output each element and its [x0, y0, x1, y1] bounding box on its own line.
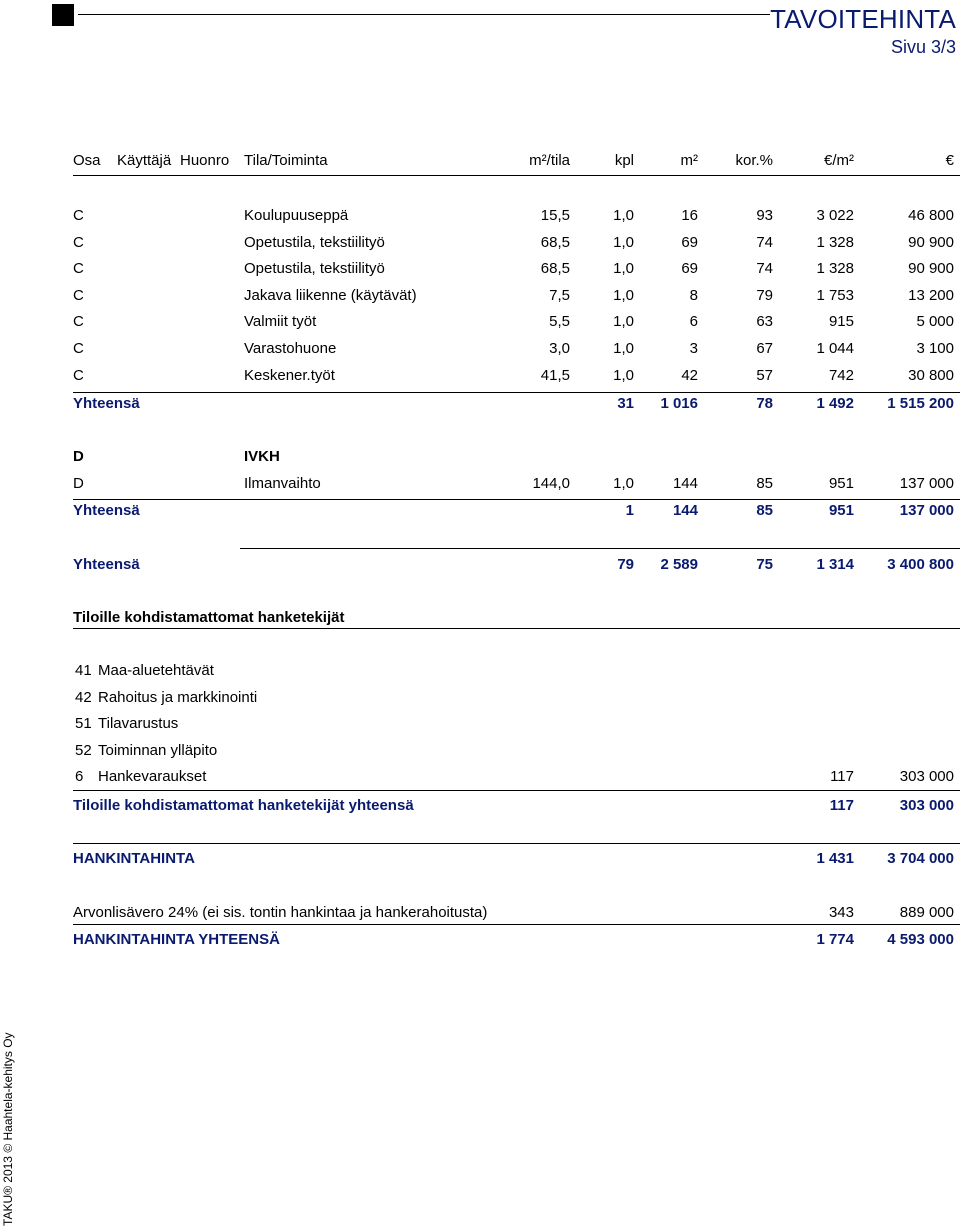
row-osa: C — [73, 286, 84, 304]
row-m2: 6 — [689, 313, 698, 331]
total-kpl: 31 — [617, 395, 634, 412]
unallocated-total-eur: 303 000 — [899, 797, 954, 814]
hankintahinta-total-eur-m2: 1 774 — [816, 931, 854, 948]
row-m2: 69 — [681, 233, 698, 251]
grand-total-divider — [240, 548, 960, 549]
row-osa: C — [73, 233, 84, 251]
hankintahinta-eur: 3 704 000 — [887, 850, 954, 867]
item-eur-m2: 117 — [830, 768, 854, 786]
item-code: 6 — [75, 768, 84, 786]
row-osa: C — [73, 340, 84, 357]
row-kpl: 1,0 — [613, 475, 634, 492]
row-name: Jakava liikenne (käytävät) — [244, 286, 417, 304]
section-c-divider — [73, 392, 960, 393]
item-code: 42 — [75, 688, 92, 706]
unallocated-divider — [73, 790, 960, 791]
grand-total-kor: 75 — [756, 556, 773, 573]
header-rule — [78, 14, 770, 15]
total-label: Yhteensä — [73, 502, 140, 519]
row-kor: 74 — [756, 233, 773, 251]
hankintahinta-label: HANKINTAHINTA — [73, 850, 195, 867]
row-eur: 5 000 — [916, 313, 954, 331]
vat-eur: 889 000 — [899, 904, 954, 921]
row-kor: 74 — [756, 260, 773, 278]
row-kpl: 1,0 — [613, 340, 634, 357]
row-kpl: 1,0 — [613, 233, 634, 251]
row-m2-tila: 68,5 — [540, 233, 570, 251]
row-kor: 79 — [756, 286, 773, 304]
vat-label: Arvonlisävero 24% (ei sis. tontin hankintaa ja hankerahoitusta) — [73, 904, 488, 921]
item-name: Hankevaraukset — [98, 768, 207, 786]
row-m2: 69 — [681, 260, 698, 278]
row-kor: 85 — [756, 475, 773, 492]
row-m2-tila: 41,5 — [540, 366, 570, 384]
row-m2: 144 — [672, 475, 698, 492]
vat-divider — [73, 924, 960, 925]
header-black-square — [52, 4, 74, 26]
total-m2: 144 — [672, 502, 698, 519]
row-osa: C — [73, 366, 84, 384]
unallocated-heading-divider — [73, 628, 960, 629]
row-kor: 67 — [756, 340, 773, 357]
row-m2-tila: 5,5 — [549, 313, 570, 331]
page-number: Sivu 3/3 — [890, 37, 956, 57]
row-name: Opetustila, tekstiilityö — [244, 260, 385, 278]
grand-total-eur-m2: 1 314 — [816, 556, 854, 573]
row-m2-tila: 3,0 — [549, 340, 570, 357]
row-eur: 90 900 — [908, 260, 954, 278]
col-osa: Osa — [73, 152, 101, 169]
col-huonro: Huonro — [180, 152, 230, 169]
hankintahinta-eur-m2: 1 431 — [816, 850, 854, 867]
row-name: Valmiit työt — [244, 313, 317, 331]
row-kor: 93 — [756, 207, 773, 224]
col-m2-tila: m²/tila — [529, 152, 570, 169]
row-eur-m2: 1 044 — [816, 340, 854, 357]
row-m2: 8 — [689, 286, 698, 304]
unallocated-heading: Tiloille kohdistamattomat hanketekijät — [73, 609, 345, 626]
row-eur: 90 900 — [908, 233, 954, 251]
document-title: TAVOITEHINTA — [770, 4, 956, 34]
item-name: Maa-aluetehtävät — [98, 662, 214, 679]
total-eur-m2: 951 — [828, 502, 854, 519]
row-kpl: 1,0 — [613, 366, 634, 384]
item-eur: 303 000 — [899, 768, 954, 786]
total-eur-m2: 1 492 — [816, 395, 854, 412]
item-name: Tilavarustus — [98, 715, 179, 733]
row-osa: C — [73, 313, 84, 331]
hankintahinta-total-label: HANKINTAHINTA YHTEENSÄ — [73, 931, 280, 948]
copyright-footer: TAKU® 2013 © Haahtela-kehitys Oy — [1, 1032, 15, 1226]
col-eur: € — [945, 152, 954, 169]
vat-eur-m2: 343 — [828, 904, 854, 921]
row-kpl: 1,0 — [613, 286, 634, 304]
total-kor: 85 — [756, 502, 773, 519]
total-kor: 78 — [756, 395, 773, 412]
row-eur: 46 800 — [908, 207, 954, 224]
row-eur-m2: 1 328 — [816, 233, 854, 251]
grand-total-m2: 2 589 — [660, 556, 698, 573]
item-code: 41 — [75, 662, 92, 679]
section-d-title: IVKH — [244, 448, 280, 465]
item-name: Toiminnan ylläpito — [98, 741, 218, 759]
row-eur-m2: 1 753 — [816, 286, 854, 304]
total-label: Yhteensä — [73, 395, 140, 412]
section-d-osa: D — [73, 448, 84, 465]
row-name: Ilmanvaihto — [244, 475, 321, 492]
unallocated-total-label: Tiloille kohdistamattomat hanketekijät yhteensä — [73, 797, 414, 814]
col-tila: Tila/Toiminta — [244, 152, 328, 169]
row-osa: C — [73, 260, 84, 278]
header-divider — [73, 175, 960, 176]
hankintahinta-divider — [73, 843, 960, 844]
row-eur-m2: 742 — [828, 366, 854, 384]
row-eur-m2: 915 — [828, 313, 854, 331]
col-kpl: kpl — [614, 152, 634, 169]
total-eur: 137 000 — [899, 502, 954, 519]
row-m2: 42 — [681, 366, 698, 384]
row-eur-m2: 1 328 — [816, 260, 854, 278]
row-m2: 16 — [681, 207, 698, 224]
col-m2: m² — [680, 152, 698, 169]
unallocated-total-eur-m2: 117 — [829, 797, 854, 814]
row-osa: C — [73, 207, 84, 224]
row-m2: 3 — [689, 340, 698, 357]
row-m2-tila: 144,0 — [532, 475, 570, 492]
row-m2-tila: 68,5 — [540, 260, 570, 278]
col-kor: kor.% — [735, 152, 773, 169]
row-name: Opetustila, tekstiilityö — [244, 233, 385, 251]
grand-total-eur: 3 400 800 — [887, 556, 954, 573]
hankintahinta-total-eur: 4 593 000 — [887, 931, 954, 948]
row-kpl: 1,0 — [613, 313, 634, 331]
item-name: Rahoitus ja markkinointi — [98, 688, 258, 706]
row-eur: 30 800 — [908, 366, 954, 384]
row-eur: 3 100 — [916, 340, 954, 357]
row-eur: 13 200 — [908, 286, 954, 304]
row-eur-m2: 3 022 — [816, 207, 854, 224]
item-code: 51 — [75, 715, 92, 733]
row-m2-tila: 7,5 — [549, 286, 570, 304]
row-kor: 63 — [756, 313, 773, 331]
section-d-divider — [73, 499, 960, 500]
row-name: Varastohuone — [244, 340, 337, 357]
item-code: 52 — [75, 741, 92, 759]
row-eur: 137 000 — [899, 475, 954, 492]
row-eur-m2: 951 — [828, 475, 854, 492]
row-name: Koulupuuseppä — [244, 207, 349, 224]
total-eur: 1 515 200 — [887, 395, 954, 412]
total-kpl: 1 — [625, 502, 634, 519]
grand-total-label: Yhteensä — [73, 556, 140, 573]
row-kpl: 1,0 — [613, 260, 634, 278]
total-m2: 1 016 — [660, 395, 698, 412]
row-name: Keskener.työt — [244, 366, 335, 384]
row-osa: D — [73, 475, 84, 492]
col-eur-m2: €/m² — [824, 152, 854, 169]
row-kor: 57 — [756, 366, 773, 384]
grand-total-kpl: 79 — [617, 556, 634, 573]
row-kpl: 1,0 — [613, 207, 634, 224]
col-kayttaja: Käyttäjä — [117, 152, 172, 169]
row-m2-tila: 15,5 — [540, 207, 570, 224]
